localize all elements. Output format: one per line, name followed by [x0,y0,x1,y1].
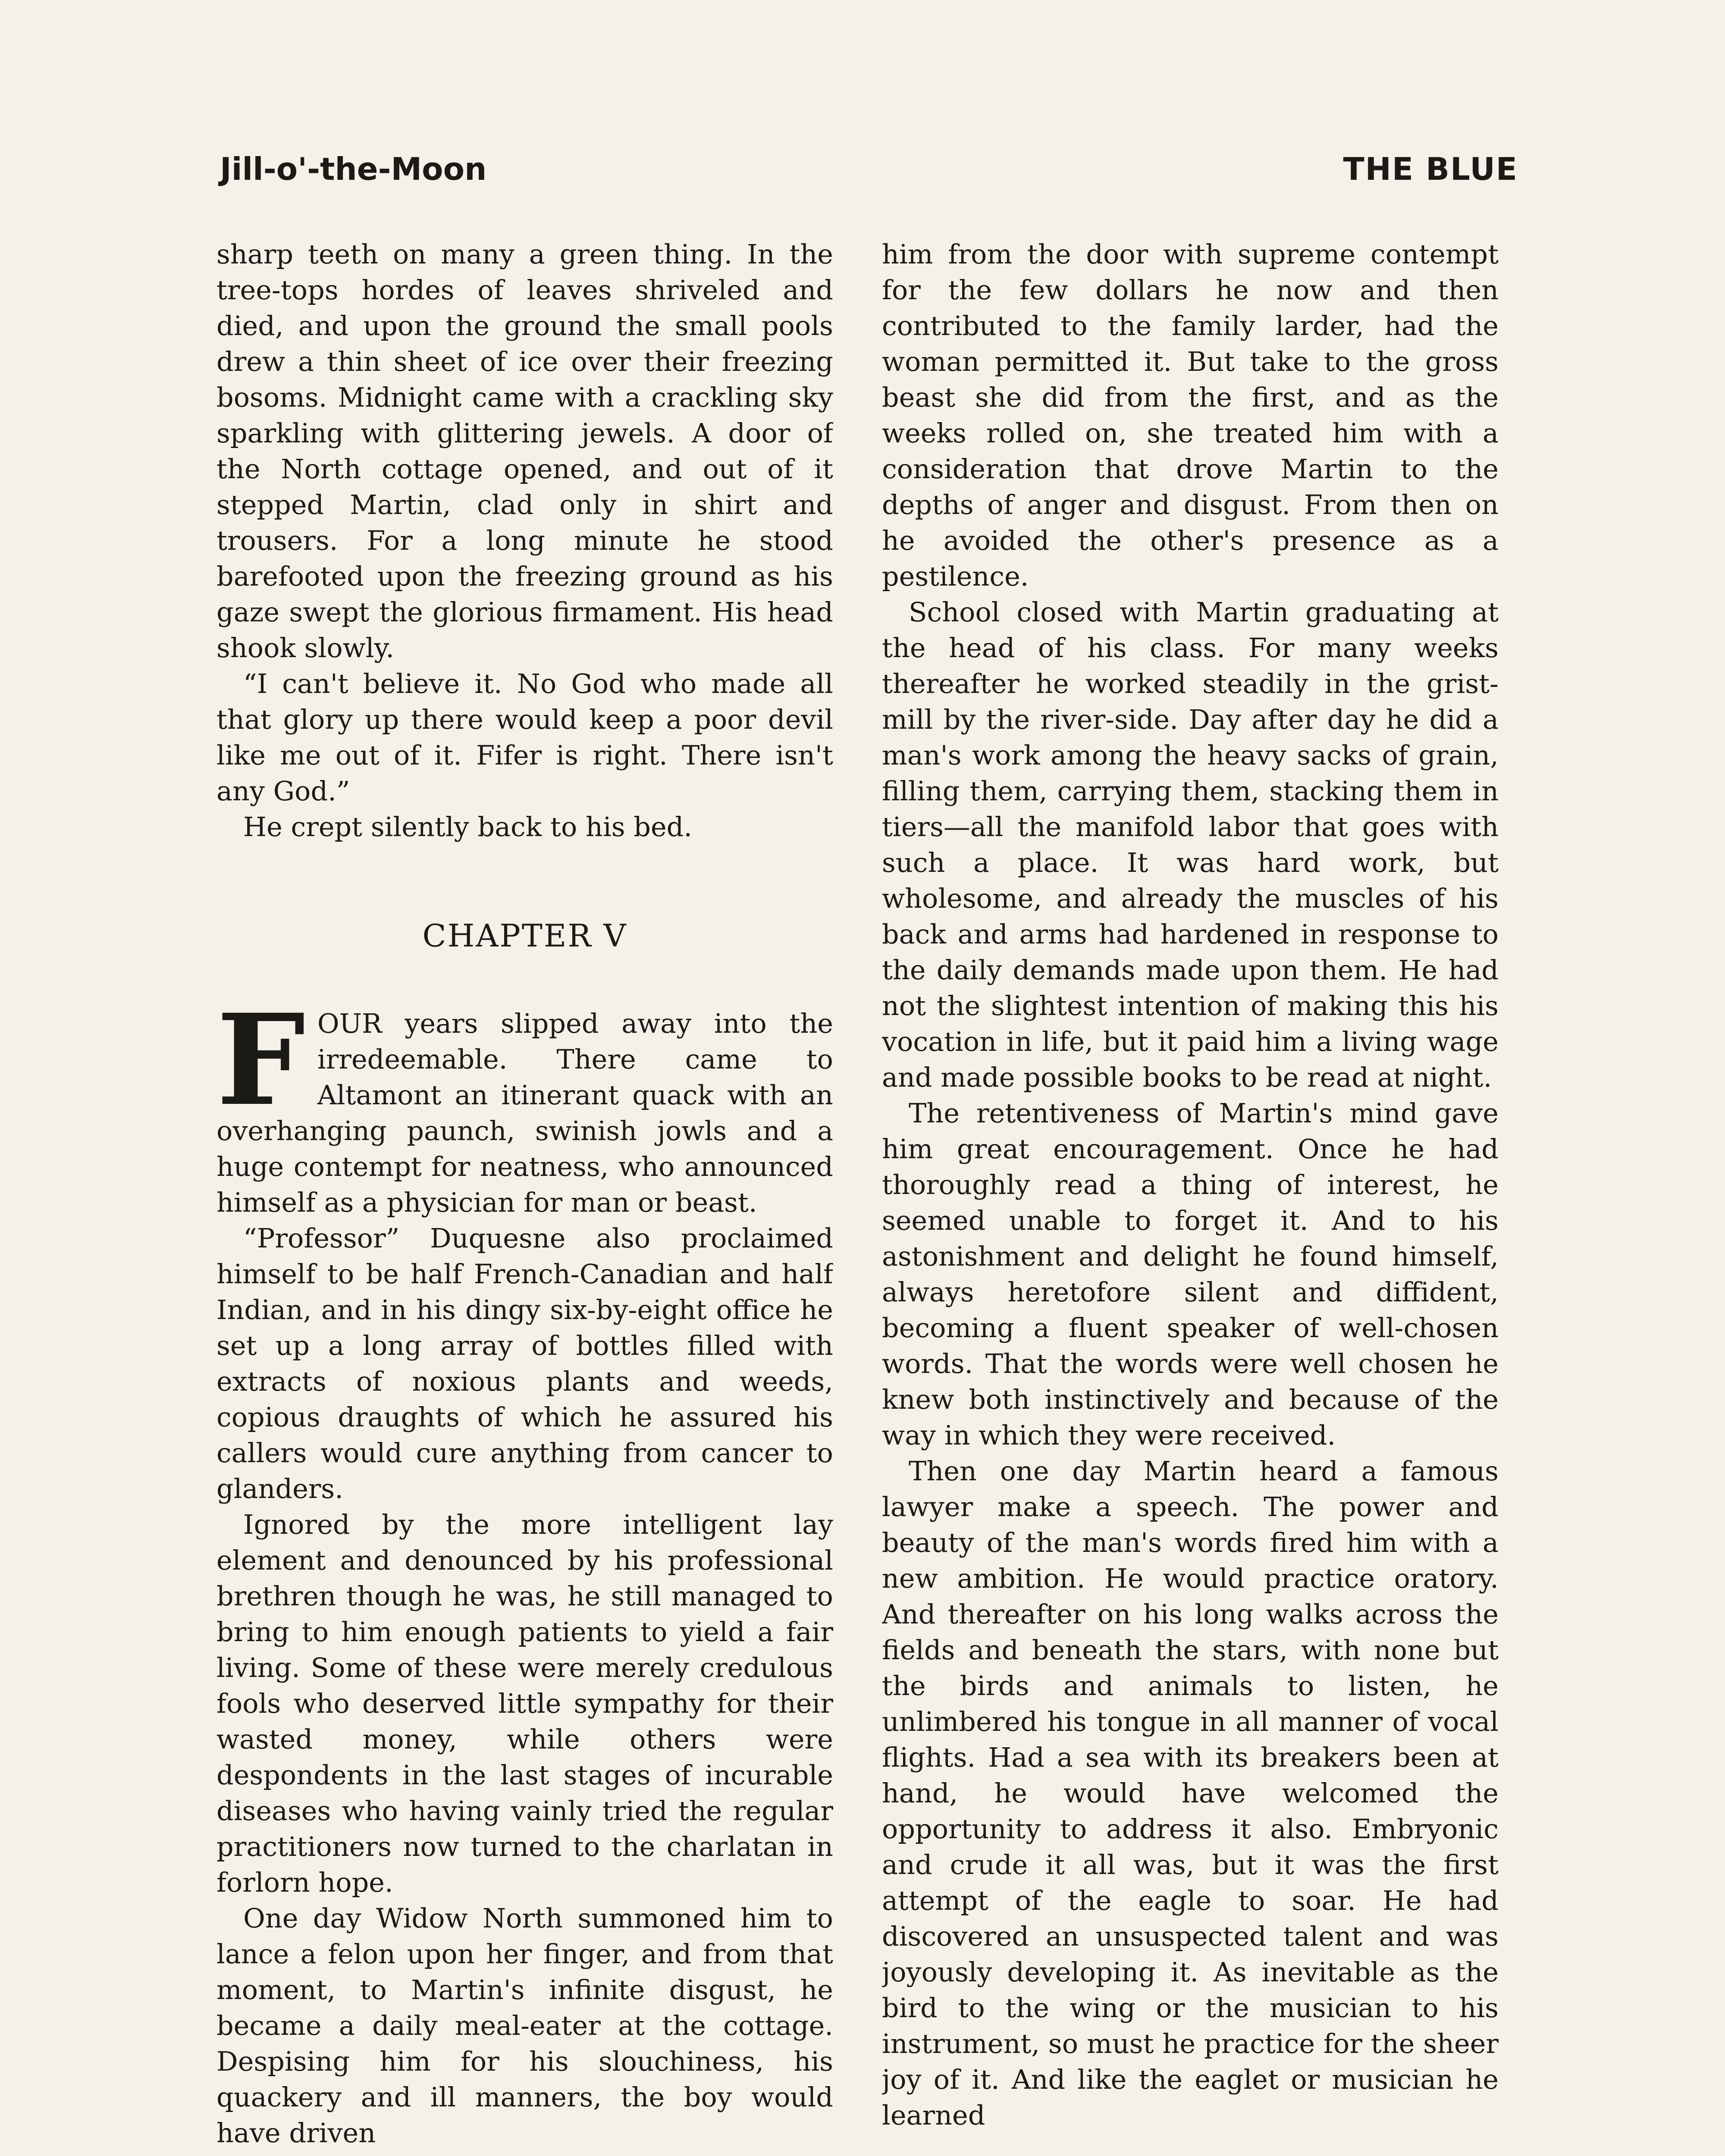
paragraph-text: OUR years slipped away into the irredeemable. There came to Altamont an itinerant quack with an overhanging paunch, swinish jowls and a huge contempt for neatness, who announced himself as a physician for man or beast. [216,1008,833,1218]
paragraph: “I can't believe it. No God who made all that glory up there would keep a poor devil like me out of it. Fifer is right. There isn't any God.” [216,668,833,807]
running-head-title: Jill-o'-the-Moon [220,151,487,187]
running-head [220,151,1518,194]
paragraph: School closed with Martin graduating at the head of his class. For many weeks thereafter he worked steadily in the grist-mill by the river-side. Day after day he did a man's work among the heavy sacks of grain, filling them, carrying them, stacking them in tiers—all the manifold labor that goes with such a place. It was hard work, but wholesome, and already the muscles of his back and arms had hardened in response to the daily demands made upon them. He had not the slightest intention of making this his vocation in life, but it paid him a living wage and made possible books to be read at night. [882,596,1499,1093]
paragraph: him from the door with supreme contempt for the few dollars he now and then contributed to the family larder, had the woman permitted it. But take to the gross beast she did from the first, and as the weeks rolled on, she treated him with a consideration that drove Martin to the depths of anger and disgust. From then on he avoided the other's presence as a pestilence. [882,238,1499,592]
paragraph: Ignored by the more intelligent lay element and denounced by his professional brethren though he was, he still managed to bring to him enough patients to yield a fair living. Some of these were merely credulous fools who deserved little sympathy for their wasted money, while others were despondents in the last stages of incurable diseases who having vainly tried the regular practitioners now turned to the charlatan in forlorn hope. [216,1509,833,1898]
paragraph: sharp teeth on many a green thing. In the tree-tops hordes of leaves shriveled and died, and upon the ground the small pools drew a thin sheet of ice over their freezing bosoms. Midnight came with a crackling sky sparkling with glittering jewels. A door of the North cottage opened, and out of it stepped Martin, clad only in shirt and trousers. For a long minute he stood barefooted upon the freezing ground as his gaze swept the glorious firmament. His head shook slowly. [216,238,833,664]
paragraph: One day Widow North summoned him to lance a felon upon her finger, and from that moment, to Martin's infinite disgust, he became a daily meal-eater at the cottage. Despising him for his slouchiness, his quackery and ill manners, the boy would have driven [216,1902,833,2149]
drop-cap: F [216,987,305,1134]
chapter-opening-paragraph [216,987,833,1220]
left-column [216,236,833,2156]
paragraph: “Professor” Duquesne also proclaimed himself to be half French-Canadian and half Indian, and in his dingy six-by-eight office he set up a long array of bottles filled with extracts of noxious plants and weeds, copious draughts of which he assured his callers would cure anything from cancer to glanders. [216,1222,833,1504]
right-column [882,236,1499,2156]
paragraph: The retentiveness of Martin's mind gave him great encouragement. Once he had thoroughly read a thing of interest, he seemed unable to forget it. And to his astonishment and delight he found himself, always heretofore silent and diffident, becoming a fluent speaker of well-chosen words. That the words were well chosen he knew both instinctively and because of the way in which they were received. [882,1097,1499,1451]
paragraph: Then one day Martin heard a famous lawyer make a speech. The power and beauty of the man's words fired him with a new ambition. He would practice oratory. And thereafter on his long walks across the fields and beneath the stars, with none but the birds and animals to listen, he unlimbered his tongue in all manner of vocal flights. Had a sea with its breakers been at hand, he would have welcomed the opportunity to address it also. Embryonic and crude it all was, but it was the first attempt of the eagle to soar. He had discovered an unsuspected talent and was joyously developing it. As inevitable as the bird to the wing or the musician to his instrument, so must he practice for the sheer joy of it. And like the eaglet or musician he learned [882,1455,1499,2131]
paragraph: He crept silently back to his bed. [243,811,693,843]
chapter-heading: CHAPTER V [422,918,627,954]
running-head-magazine: THE BLUE [1343,151,1518,187]
